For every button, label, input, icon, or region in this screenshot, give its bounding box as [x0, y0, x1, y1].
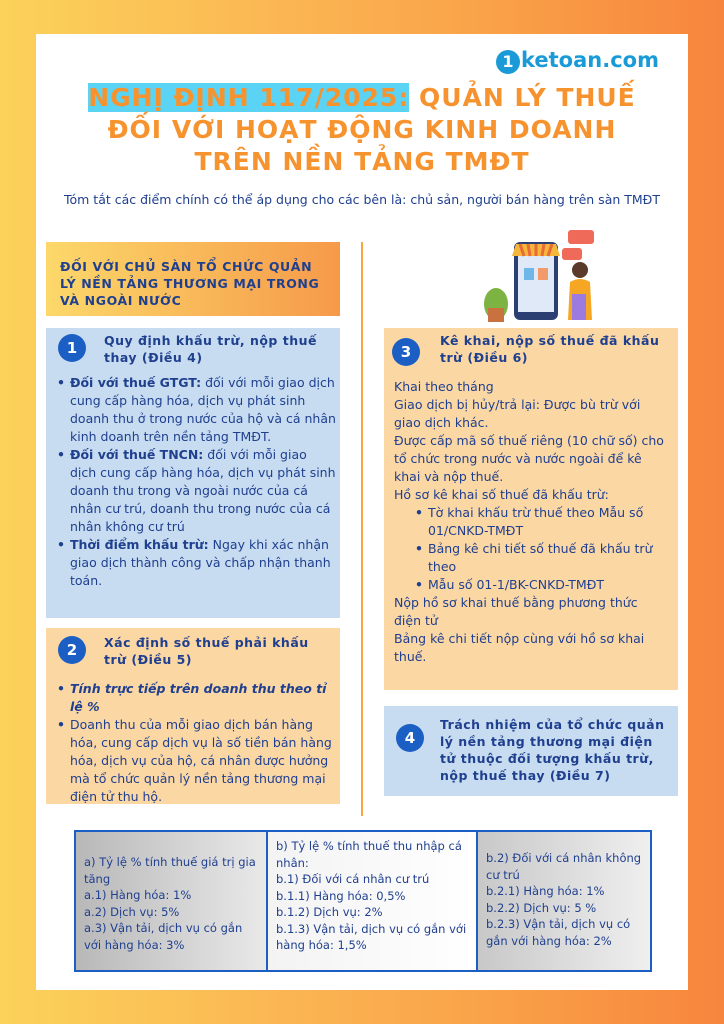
logo-mark: 1: [496, 50, 520, 74]
left-section-header-text: ĐỐI VỚI CHỦ SÀN TỔ CHỨC QUẢN LÝ NỀN TẢNG THƯƠNG MẠI TRONG VÀ NGOÀI NƯỚC: [60, 259, 320, 308]
rate-line: a.2) Dịch vụ: 5%: [84, 904, 180, 919]
paragraph: Khai theo tháng: [394, 379, 494, 394]
title-line-2: ĐỐI VỚI HOẠT ĐỘNG KINH DOANH: [107, 115, 617, 144]
list-item: • Thời điểm khấu trừ: Ngay khi xác nhận giao dịch thành công và chấp nhận thanh toán.: [70, 536, 336, 590]
list-item: • Tờ khai khấu trừ thuế theo Mẫu số 01/CNKD-TMĐT: [428, 504, 664, 540]
list-item: • Mẫu số 01-1/BK-CNKD-TMĐT: [428, 576, 664, 594]
rate-line: b.1.2) Dịch vụ: 2%: [276, 905, 383, 919]
title-rest: QUẢN LÝ THUẾ: [409, 83, 636, 112]
rate-line: b.1.3) Vận tải, dịch vụ có gắn với hàng hóa: 1,5%: [276, 921, 467, 952]
subtitle: Tóm tắt các điểm chính có thể áp dụng cho các bên là: chủ sản, người bán hàng trên sàn TMĐT: [64, 192, 660, 207]
paragraph: Được cấp mã số thuế riêng (10 chữ số) cho tổ chức trong nước và nước ngoài để kê khai và nộp thuế.: [394, 433, 664, 484]
rate-line: a) Tỷ lệ % tính thuế giá trị gia tăng: [84, 855, 256, 886]
section-4-badge: 4: [396, 724, 424, 752]
title-highlight: NGHỊ ĐỊNH 117/2025:: [88, 83, 410, 112]
rate-vat: [74, 830, 268, 972]
rate-line: b.2) Đối với cá nhân không cư trú: [486, 851, 642, 882]
section-2-list: [54, 680, 336, 806]
list-item: • Bảng kê chi tiết số thuế đã khấu trừ theo: [428, 540, 664, 576]
section-3-body: [394, 378, 664, 666]
title-line-3: TRÊN NỀN TẢNG TMĐT: [194, 147, 530, 176]
section-1-list: [54, 374, 336, 590]
center-divider: [361, 242, 363, 816]
rate-pit-resident: [266, 830, 478, 972]
section-3-box: [384, 328, 678, 690]
list-item: • Đối với thuế GTGT: đối với mỗi giao dịch cung cấp hàng hóa, dịch vụ phát sinh doanh thu ở trong nước của hộ và cá nhân kinh doanh trên nền tảng TMĐT.: [70, 374, 336, 446]
rate-line: b.1) Đối với cá nhân cư trú: [276, 872, 430, 886]
rate-line: b) Tỷ lệ % tính thuế thu nhập cá nhân:: [276, 839, 462, 870]
logo-text: ketoan.com: [521, 48, 659, 72]
paragraph: Bảng kê chi tiết nộp cùng với hồ sơ khai thuế.: [394, 631, 645, 664]
section-2-title: Xác định số thuế phải khấu trừ (Điều 5): [104, 635, 309, 667]
section-1-title: Quy định khấu trừ, nộp thuế thay (Điều 4): [104, 333, 317, 365]
section-2-badge: 2: [58, 636, 86, 664]
rate-line: b.2.3) Vận tải, dịch vụ có gắn với hàng hóa: 2%: [486, 917, 631, 948]
list-item: • Đối với thuế TNCN: đối với mỗi giao dịch cung cấp hàng hóa, dịch vụ phát sinh doanh thu trong và ngoài nước của cá nhân cư trú, doanh thu trong nước của cá nhân không cư trú: [70, 446, 336, 536]
section-3-title: Kê khai, nộp số thuế đã khấu trừ (Điều 6): [440, 333, 660, 365]
list-item: • Doanh thu của mỗi giao dịch bán hàng hóa, cung cấp dịch vụ là số tiền bán hàng hóa, dịch vụ của hộ, cá nhân được hưởng mà tổ chức quản lý nền tảng thương mại điện tử thu hộ.: [70, 716, 336, 806]
section-4-box: [384, 706, 678, 796]
section-1-box: [46, 328, 340, 618]
section-3-badge: 3: [392, 338, 420, 366]
brand-logo[interactable]: [496, 48, 659, 74]
list-item: • Tính trực tiếp trên doanh thu theo tỉ lệ %: [70, 680, 336, 716]
shopping-phone-illustration: [476, 224, 606, 324]
document-list: [394, 504, 664, 594]
rate-line: a.1) Hàng hóa: 1%: [84, 888, 192, 902]
section-1-badge: 1: [58, 334, 86, 362]
paragraph: Nộp hồ sơ khai thuế bằng phương thức điện tử: [394, 595, 638, 628]
rate-line: a.3) Vận tải, dịch vụ có gắn với hàng hóa: 3%: [84, 921, 243, 952]
rate-pit-nonresident: [476, 830, 652, 972]
rate-line: b.1.1) Hàng hóa: 0,5%: [276, 888, 406, 903]
rate-line: b.2.2) Dịch vụ: 5 %: [486, 900, 597, 915]
page-title: [36, 82, 688, 178]
left-section-header: [46, 242, 340, 316]
rate-line: b.2.1) Hàng hóa: 1%: [486, 884, 605, 898]
section-2-box: [46, 628, 340, 804]
poster-sheet: [36, 34, 688, 990]
paragraph: Hồ sơ kê khai số thuế đã khấu trừ:: [394, 487, 609, 502]
paragraph: Giao dịch bị hủy/trả lại: Được bù trừ với giao dịch khác.: [394, 397, 641, 430]
section-4-title: Trách nhiệm của tổ chức quản lý nền tảng thương mại điện tử thuộc đối tượng khấu trừ, nộp thuế thay (Điều 7): [440, 717, 665, 783]
